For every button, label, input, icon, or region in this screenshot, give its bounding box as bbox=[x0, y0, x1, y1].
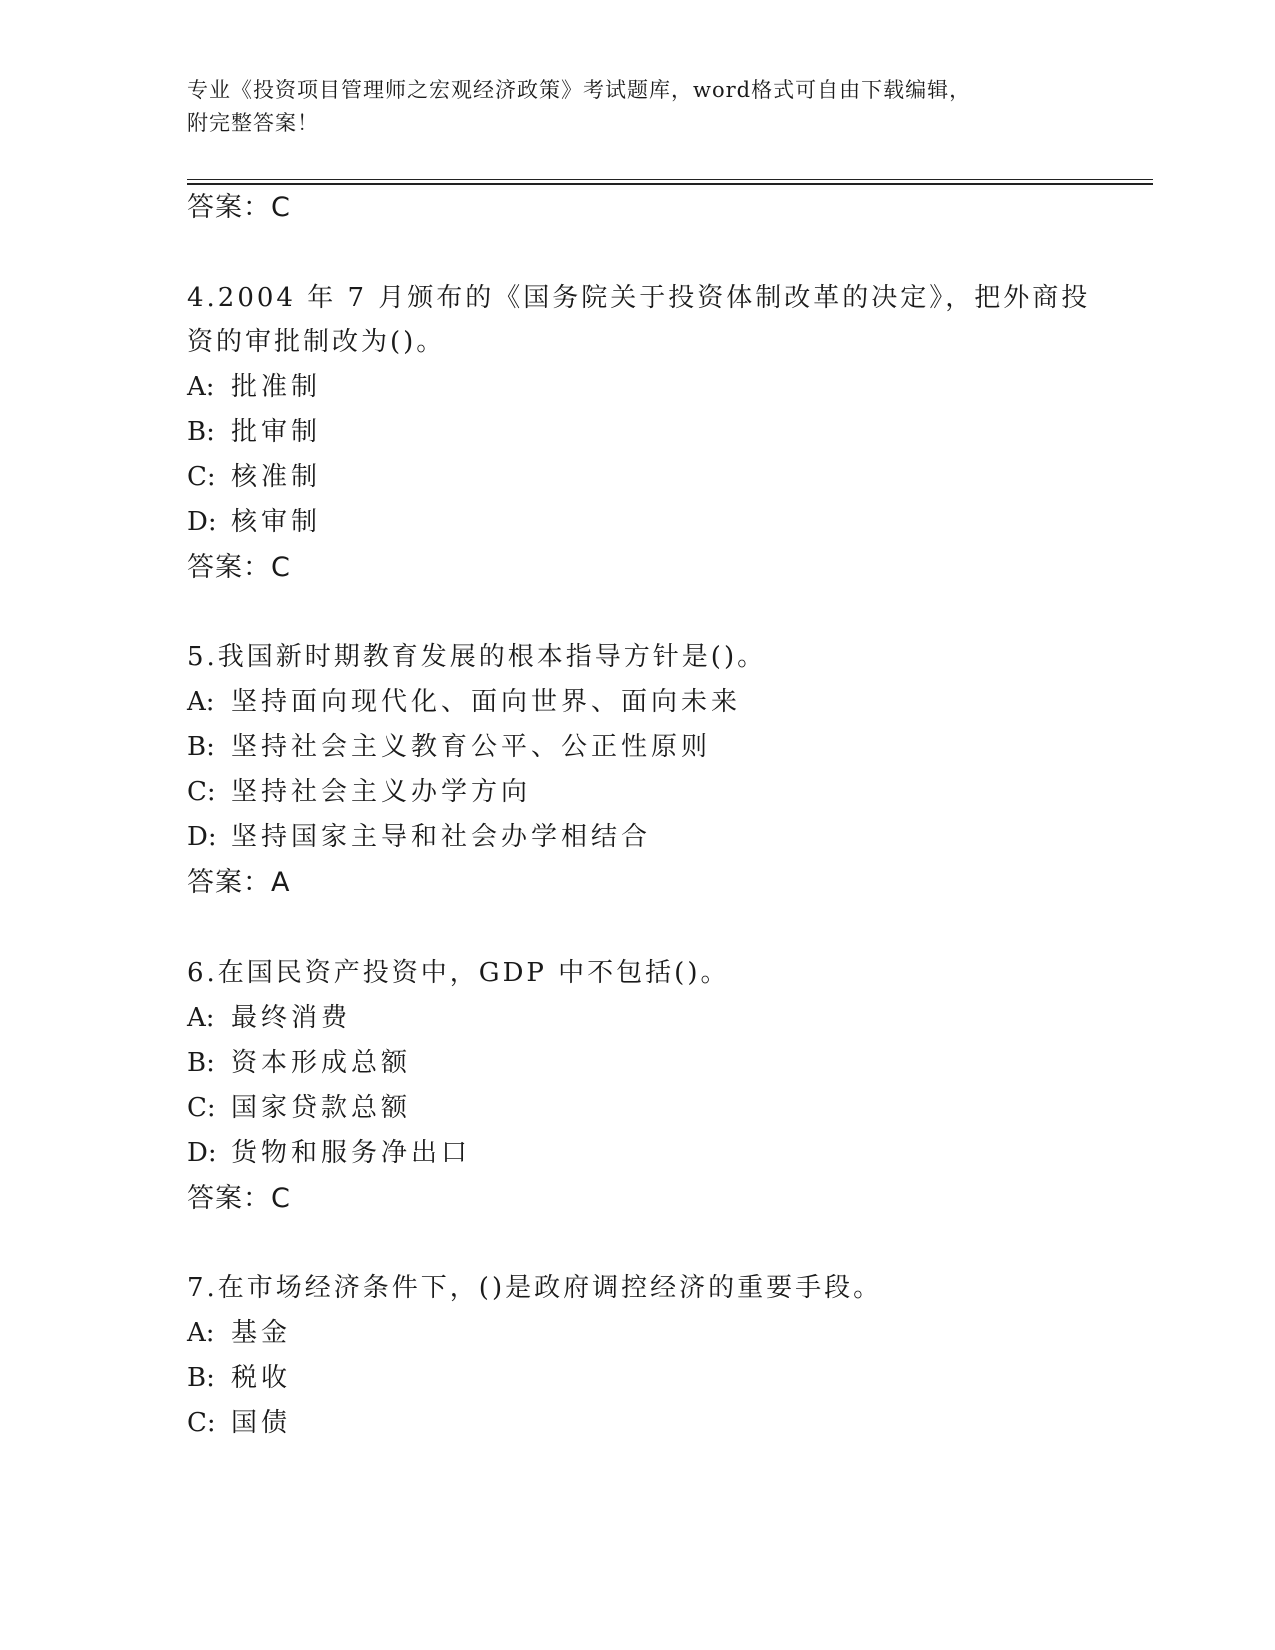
question-4-option-a bbox=[187, 371, 321, 403]
question-5-option-c bbox=[187, 776, 531, 808]
question-4-stem-line-2: 资的审批制改为()。 bbox=[187, 327, 446, 357]
question-6-stem: 6.在国民资产投资中，GDP 中不包括()。 bbox=[187, 958, 730, 988]
option-letter: B: bbox=[187, 1048, 215, 1078]
document-header bbox=[187, 74, 1067, 140]
option-letter: C: bbox=[187, 1093, 216, 1123]
option-letter: A: bbox=[187, 372, 215, 402]
question-5-option-a bbox=[187, 686, 741, 718]
answer-q6: 答案：C bbox=[187, 1183, 291, 1214]
option-text: 批准制 bbox=[231, 372, 322, 402]
option-text: 资本形成总额 bbox=[231, 1048, 412, 1078]
question-4-option-b bbox=[187, 416, 321, 448]
question-7-stem: 7.在市场经济条件下，()是政府调控经济的重要手段。 bbox=[187, 1273, 883, 1303]
option-text: 货物和服务净出口 bbox=[231, 1138, 472, 1168]
option-letter: A: bbox=[187, 1003, 215, 1033]
option-letter: D: bbox=[187, 822, 217, 852]
header-divider-thick bbox=[187, 183, 1153, 185]
question-6-option-a bbox=[187, 1002, 351, 1034]
answer-q4: 答案：C bbox=[187, 552, 291, 583]
option-text: 坚持社会主义教育公平、公正性原则 bbox=[231, 732, 712, 762]
option-text: 税收 bbox=[231, 1363, 292, 1393]
option-letter: D: bbox=[187, 1138, 217, 1168]
option-text: 坚持社会主义办学方向 bbox=[231, 777, 532, 807]
option-letter: B: bbox=[187, 732, 215, 762]
option-text: 坚持面向现代化、面向世界、面向未来 bbox=[231, 687, 742, 717]
option-text: 坚持国家主导和社会办学相结合 bbox=[231, 822, 652, 852]
question-6-option-b bbox=[187, 1047, 411, 1079]
option-text: 国家贷款总额 bbox=[231, 1093, 412, 1123]
question-5-option-d bbox=[187, 821, 651, 853]
option-text: 核准制 bbox=[231, 462, 322, 492]
option-letter: C: bbox=[187, 777, 216, 807]
option-text: 基金 bbox=[231, 1318, 292, 1348]
question-4-option-c bbox=[187, 461, 321, 493]
header-line-2: 附完整答案！ bbox=[187, 111, 319, 135]
answer-q5: 答案：A bbox=[187, 867, 291, 898]
question-7-option-b bbox=[187, 1362, 291, 1394]
option-letter: A: bbox=[187, 687, 215, 717]
question-5-option-b bbox=[187, 731, 711, 763]
answer-q3: 答案：C bbox=[187, 192, 291, 223]
option-text: 国债 bbox=[231, 1408, 292, 1438]
question-7-option-c bbox=[187, 1407, 291, 1439]
option-letter: C: bbox=[187, 1408, 216, 1438]
option-text: 核审制 bbox=[231, 507, 322, 537]
question-4-stem-line-1: 4.2004 年 7 月颁布的《国务院关于投资体制改革的决定》，把外商投 bbox=[187, 283, 1091, 313]
header-divider-thin bbox=[187, 179, 1153, 180]
question-7-option-a bbox=[187, 1317, 291, 1349]
option-letter: B: bbox=[187, 417, 215, 447]
question-6-option-d bbox=[187, 1137, 471, 1169]
question-4-option-d bbox=[187, 506, 321, 538]
question-5-stem: 5.我国新时期教育发展的根本指导方针是()。 bbox=[187, 642, 767, 672]
option-letter: C: bbox=[187, 462, 216, 492]
option-text: 最终消费 bbox=[231, 1003, 352, 1033]
question-6-option-c bbox=[187, 1092, 411, 1124]
option-text: 批审制 bbox=[231, 417, 322, 447]
option-letter: D: bbox=[187, 507, 217, 537]
header-line-1: 专业《投资项目管理师之宏观经济政策》考试题库，word格式可自由下载编辑， bbox=[187, 78, 972, 102]
option-letter: A: bbox=[187, 1318, 215, 1348]
option-letter: B: bbox=[187, 1363, 215, 1393]
